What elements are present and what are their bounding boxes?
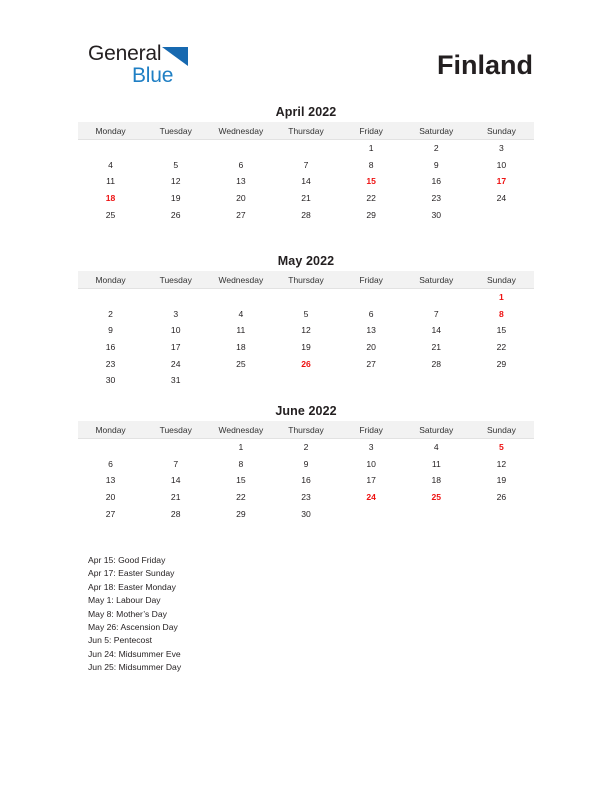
calendar-day[interactable]: 17 [366,475,376,486]
calendar-week-row [78,456,534,473]
calendar-day[interactable]: 3 [499,143,504,154]
calendar-day[interactable]: 19 [170,193,181,204]
holiday-legend-item: Apr 18: Easter Monday [88,581,176,592]
weekday-header-thursday: Thursday [273,122,338,140]
calendar-day-empty [78,140,143,157]
calendar-day-holiday[interactable]: 26 [301,358,311,369]
calendar-day[interactable]: 26 [496,492,507,503]
calendar-day[interactable]: 19 [496,475,507,486]
calendar-day-empty [469,505,534,522]
calendar-day-empty [339,505,404,522]
calendar-day-empty [143,140,208,157]
calendar-day[interactable]: 14 [301,176,311,187]
calendar-day[interactable]: 11 [106,176,116,187]
calendar-day[interactable]: 12 [496,458,507,469]
calendar-week-row [78,190,534,207]
calendar-day-empty [273,372,338,389]
calendar-day[interactable]: 8 [238,458,244,469]
holiday-legend [88,554,388,675]
weekday-header-wednesday: Wednesday [208,122,273,140]
calendar-day[interactable]: 10 [170,325,181,336]
calendar-table-april [78,122,534,223]
calendar-day[interactable]: 7 [433,308,439,319]
calendar-day-holiday[interactable]: 17 [496,176,507,187]
calendar-day-empty [208,289,273,306]
calendar-day[interactable]: 13 [105,475,116,486]
calendar-day[interactable]: 21 [431,342,442,353]
calendar-day[interactable]: 1 [368,143,374,154]
calendar-day[interactable]: 23 [301,492,311,503]
holiday-legend-item: Jun 25: Midsummer Day [88,662,182,673]
calendar-body [78,140,534,223]
calendar-day[interactable]: 6 [368,308,374,319]
weekday-header-sunday: Sunday [469,271,534,289]
calendar-day[interactable]: 29 [496,358,507,369]
calendar-day[interactable]: 4 [108,159,113,170]
calendar-day[interactable]: 24 [170,358,181,369]
calendar-day[interactable]: 21 [170,492,181,503]
month-title: June 2022 [275,404,337,418]
calendar-body [78,289,534,389]
calendar-day[interactable]: 30 [301,508,311,519]
holiday-legend-item: Apr 15: Good Friday [88,555,166,565]
calendar-week-row [78,339,534,356]
calendar-day[interactable]: 5 [173,159,179,170]
calendar-day[interactable]: 19 [301,342,311,353]
calendar-day-empty [404,372,469,389]
calendar-week-row [78,372,534,389]
holiday-legend-item: May 1: Labour Day [88,595,161,606]
weekday-header-row [78,271,534,289]
calendar-day[interactable]: 15 [496,325,507,336]
calendar-day-holiday[interactable]: 25 [431,492,442,503]
calendar-week-row [78,505,534,522]
calendar-day[interactable]: 2 [433,143,439,154]
weekday-header-row [78,421,534,439]
calendar-day[interactable]: 1 [238,442,244,453]
weekday-header-wednesday: Wednesday [208,421,273,439]
calendar-day-holiday[interactable]: 5 [499,442,504,453]
month-block-may [78,253,534,389]
calendar-day-empty [143,289,208,306]
holiday-legend-item: Jun 24: Midsummer Eve [88,648,181,659]
page-header [0,0,612,100]
calendar-day[interactable]: 16 [431,176,442,187]
month-title: May 2022 [277,254,335,268]
calendar-day[interactable]: 24 [496,193,507,204]
calendar-day[interactable]: 28 [170,508,181,519]
weekday-header-row [78,122,534,140]
weekday-header-tuesday: Tuesday [143,421,208,439]
calendar-day[interactable]: 30 [105,375,116,386]
weekday-header-friday: Friday [339,271,404,289]
calendar-day[interactable]: 18 [431,475,442,486]
weekday-header-sunday: Sunday [469,421,534,439]
calendar-week-row [78,306,534,323]
calendar-day[interactable]: 9 [303,458,309,469]
calendar-day-empty [143,439,208,456]
holiday-legend-item: Apr 17: Easter Sunday [88,568,175,579]
calendar-day[interactable]: 17 [170,342,181,353]
calendar-day[interactable]: 20 [366,342,376,353]
calendar-day[interactable]: 15 [236,475,246,486]
logo-word-blue: Blue [132,64,174,87]
calendar-day[interactable]: 8 [368,159,374,170]
calendar-day[interactable]: 29 [366,209,376,220]
calendar-day[interactable]: 23 [431,193,442,204]
calendar-day[interactable]: 29 [236,508,246,519]
calendar-day[interactable]: 20 [236,193,246,204]
calendar-day[interactable]: 6 [108,458,113,469]
calendar-day[interactable]: 10 [496,159,507,170]
calendar-day[interactable]: 9 [433,159,439,170]
calendar-day[interactable]: 22 [366,193,376,204]
calendar-day-empty [208,372,273,389]
calendar-day[interactable]: 27 [366,358,376,369]
calendar-day[interactable]: 9 [108,325,113,336]
weekday-header-sunday: Sunday [469,122,534,140]
calendar-day-empty [273,289,338,306]
weekday-header-tuesday: Tuesday [143,122,208,140]
month-block-april [78,104,534,223]
calendar-day-empty [469,206,534,223]
general-blue-logo [88,42,268,88]
calendar-day[interactable]: 22 [236,492,246,503]
calendar-week-row [78,355,534,372]
calendar-body [78,439,534,522]
holiday-legend-item: May 26: Ascension Day [88,622,178,633]
calendar-day[interactable]: 5 [303,308,309,319]
weekday-header-thursday: Thursday [273,271,338,289]
weekday-header-saturday: Saturday [404,421,469,439]
calendar-day[interactable]: 20 [105,492,116,503]
calendar-day[interactable]: 7 [173,458,179,469]
calendar-day-holiday[interactable]: 24 [366,492,376,503]
calendar-day[interactable]: 30 [431,209,442,220]
calendar-day[interactable]: 2 [303,442,309,453]
calendar-day[interactable]: 10 [366,458,376,469]
calendar-day[interactable]: 3 [173,308,179,319]
calendar-day[interactable]: 28 [431,358,442,369]
weekday-header-saturday: Saturday [404,122,469,140]
calendar-day[interactable]: 16 [105,342,116,353]
calendar-day-empty [78,439,143,456]
calendar-day-empty [273,140,338,157]
calendar-day[interactable]: 27 [105,508,116,519]
weekday-header-tuesday: Tuesday [143,271,208,289]
calendar-day-empty [404,505,469,522]
calendar-week-row [78,472,534,489]
calendar-day[interactable]: 28 [301,209,311,220]
calendar-day[interactable]: 12 [170,176,181,187]
calendar-week-row [78,489,534,506]
calendar-table-may [78,271,534,389]
calendar-week-row [78,289,534,306]
month-title: April 2022 [275,105,337,119]
calendar-day[interactable]: 13 [366,325,376,336]
calendar-day-holiday[interactable]: 18 [105,193,116,204]
calendar-day[interactable]: 4 [433,442,439,453]
calendar-day[interactable]: 16 [301,475,311,486]
calendar-day[interactable]: 3 [368,442,374,453]
calendar-day-holiday[interactable]: 1 [499,292,504,303]
calendar-table-june [78,421,534,522]
calendar-day[interactable]: 22 [496,342,507,353]
calendar-day-empty [339,289,404,306]
calendar-day[interactable]: 26 [170,209,181,220]
calendar-day[interactable]: 7 [303,159,309,170]
weekday-header-monday: Monday [78,271,143,289]
calendar-day[interactable]: 23 [105,358,116,369]
calendar-day[interactable]: 25 [236,358,246,369]
weekday-header-friday: Friday [339,421,404,439]
page-title: Finland [437,50,533,80]
weekday-header-thursday: Thursday [273,421,338,439]
calendar-week-row [78,157,534,174]
calendar-day[interactable]: 14 [170,475,181,486]
calendar-day-empty [208,140,273,157]
calendar-day[interactable]: 2 [108,308,113,319]
calendar-day-empty [339,372,404,389]
weekday-header-saturday: Saturday [404,271,469,289]
calendar-day-holiday[interactable]: 8 [499,308,504,319]
weekday-header-wednesday: Wednesday [208,271,273,289]
calendar-day-empty [78,289,143,306]
calendar-week-row [78,173,534,190]
month-block-june [78,403,534,522]
weekday-header-friday: Friday [339,122,404,140]
calendar-day[interactable]: 13 [236,176,246,187]
calendar-day[interactable]: 12 [301,325,311,336]
calendar-day[interactable]: 14 [431,325,442,336]
calendar-day[interactable]: 27 [236,209,246,220]
calendar-day-empty [469,372,534,389]
calendar-day[interactable]: 11 [236,325,246,336]
calendar-day[interactable]: 4 [238,308,244,319]
weekday-header-monday: Monday [78,421,143,439]
holiday-legend-item: Jun 5: Pentecost [88,635,153,646]
calendar-day[interactable]: 31 [170,375,181,386]
calendar-day[interactable]: 6 [238,159,244,170]
logo-word-general: General [88,42,162,65]
calendar-day-empty [404,289,469,306]
calendar-day-holiday[interactable]: 15 [366,176,376,187]
calendar-day[interactable]: 21 [301,193,311,204]
weekday-header-monday: Monday [78,122,143,140]
calendar-day[interactable]: 18 [236,342,246,353]
calendar-week-row [78,206,534,223]
calendar-week-row [78,439,534,456]
calendar-week-row [78,140,534,157]
calendar-day[interactable]: 25 [105,209,116,220]
holiday-legend-item: May 8: Mother’s Day [88,608,167,619]
calendar-week-row [78,322,534,339]
calendar-day[interactable]: 11 [431,458,441,469]
